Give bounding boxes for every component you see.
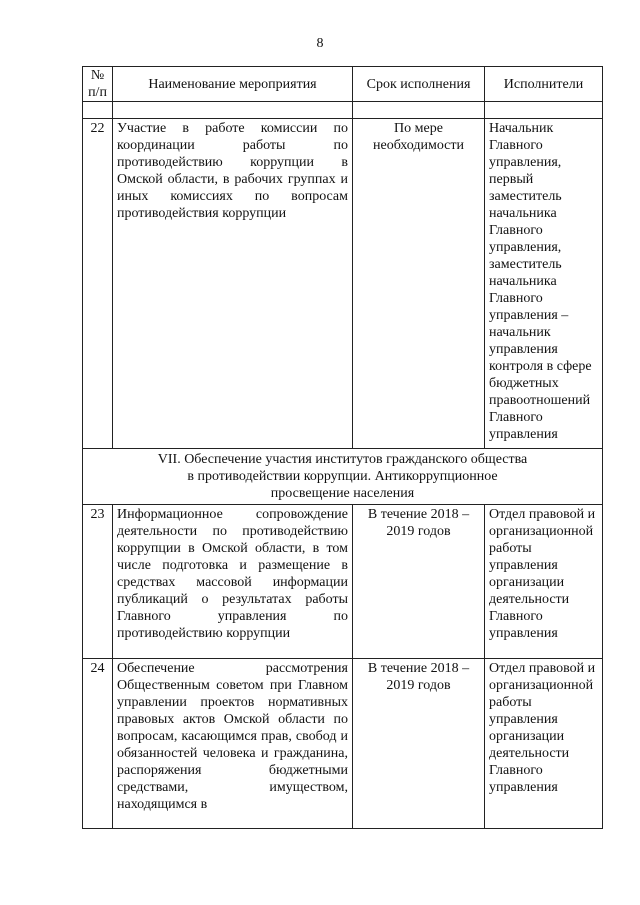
row-executors: Отдел правовой и организационной работы управления организации деятельности Главного управления — [485, 505, 603, 659]
row-term: По мере необходимости — [353, 119, 485, 449]
row-number: 22 — [83, 119, 113, 449]
table-row — [83, 119, 603, 449]
row-term: В течение 2018 – 2019 годов — [353, 659, 485, 829]
row-executors: Отдел правовой и организационной работы управления организации деятельности Главного управления — [485, 659, 603, 829]
row-activity: Участие в работе комиссии по координации работы по противодействию коррупции в Омской области, в рабочих группах и иных комиссиях по вопросам противодействия коррупции — [113, 119, 353, 449]
section-heading-line: в противодействии коррупции. Антикоррупционное — [187, 469, 498, 484]
section-heading — [83, 449, 603, 505]
header-term: Срок исполнения — [353, 67, 485, 102]
section-heading-line: VII. Обеспечение участия институтов гражданского общества — [157, 452, 528, 467]
section-heading-row — [83, 449, 603, 505]
section-heading-line: просвещение населения — [270, 486, 415, 501]
row-executors: Начальник Главного управления, первый заместитель начальника Главного управления, заместитель начальника Главного управления – начальник управления контроля в сфере бюджетных правоотношений Главного управления — [485, 119, 603, 449]
row-activity: Информационное сопровождение деятельности по противодействию коррупции в Омской области, в том числе подготовка и размещение в средствах массовой информации публикаций о результатах работы Главного управления по противодействию коррупции — [113, 505, 353, 659]
header-executors: Исполнители — [485, 67, 603, 102]
header-spacer-row — [83, 102, 603, 119]
header-name: Наименование мероприятия — [113, 67, 353, 102]
row-term: В течение 2018 – 2019 годов — [353, 505, 485, 659]
table-row — [83, 659, 603, 829]
table-row — [83, 505, 603, 659]
row-number: 24 — [83, 659, 113, 829]
header-num: № п/п — [83, 67, 113, 102]
row-activity: Обеспечение рассмотрения Общественным советом при Главном управлении проектов нормативных правовых актов Омской области по вопросам, касающимся прав, свобод и обязанностей человека и гражданина, распоряжения бюджетными средствами, имуществом, находящимся в — [113, 659, 353, 829]
plan-table — [82, 66, 603, 829]
header-row — [83, 67, 603, 102]
row-number: 23 — [83, 505, 113, 659]
page-number: 8 — [316, 36, 324, 51]
